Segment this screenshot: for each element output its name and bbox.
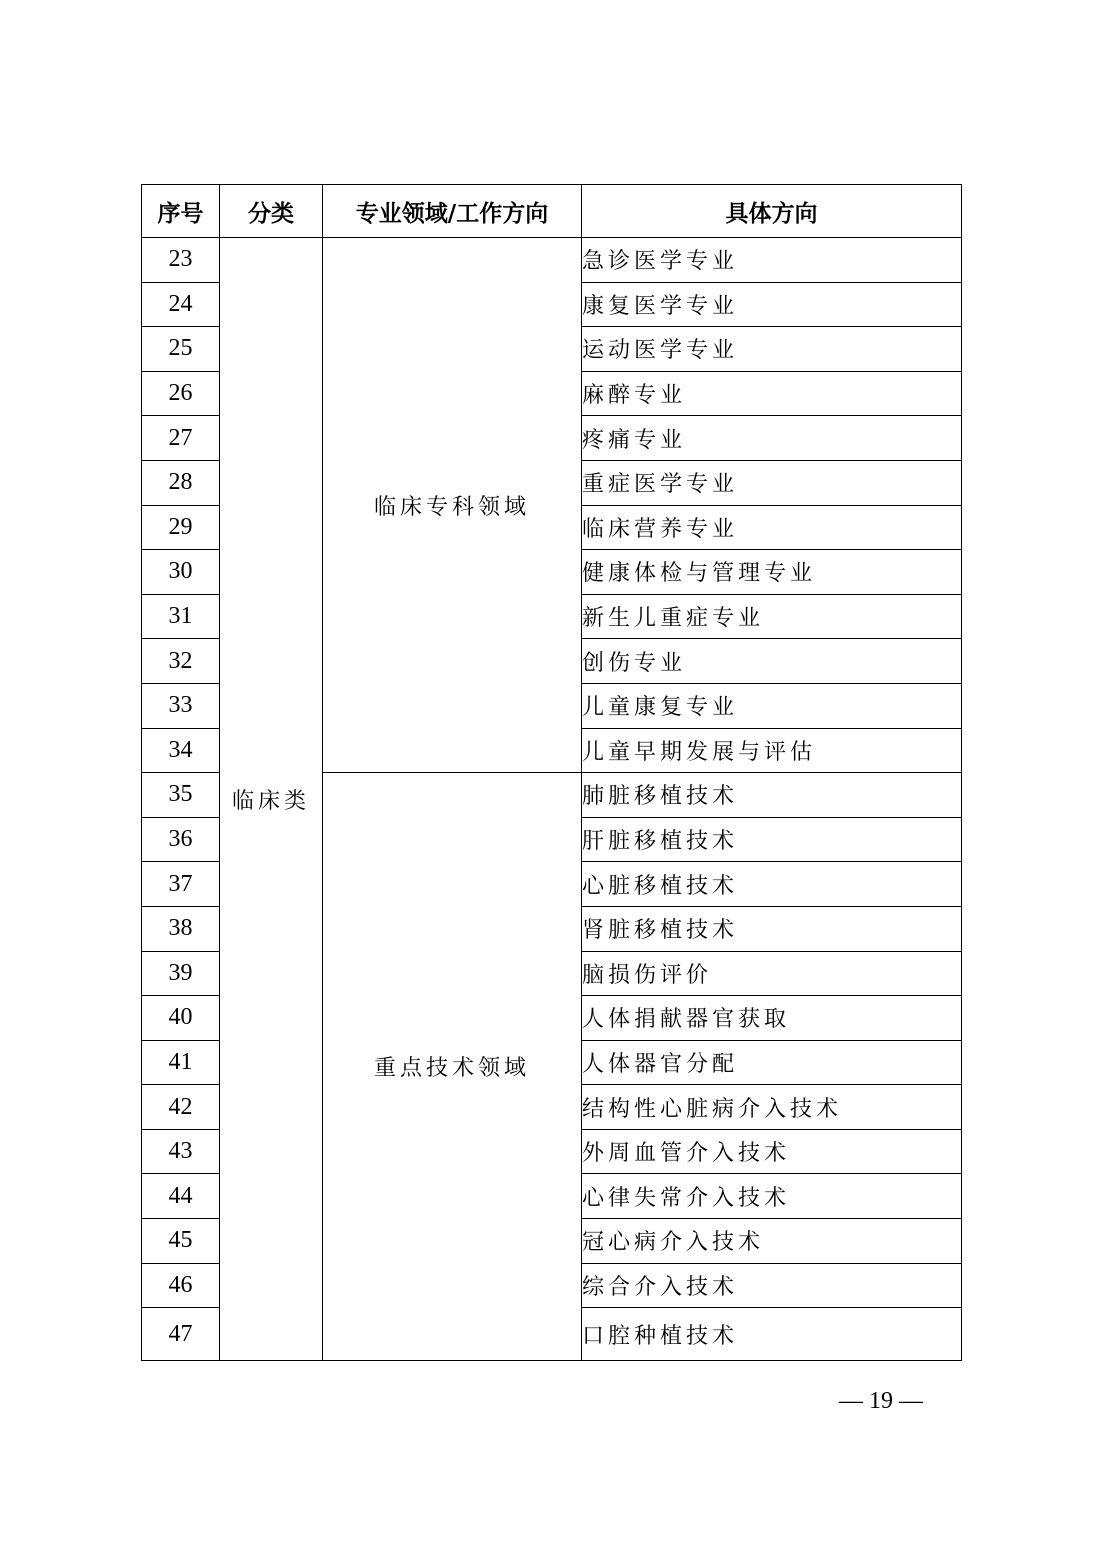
row-seq: 31: [142, 594, 220, 639]
header-direction: 具体方向: [582, 185, 962, 238]
header-category: 分类: [220, 185, 323, 238]
header-seq: 序号: [142, 185, 220, 238]
row-direction: 创伤专业: [582, 639, 962, 684]
row-direction: 人体器官分配: [582, 1040, 962, 1085]
row-seq: 27: [142, 416, 220, 461]
row-direction: 冠心病介入技术: [582, 1219, 962, 1264]
row-seq: 35: [142, 773, 220, 818]
row-direction: 人体捐献器官获取: [582, 996, 962, 1041]
row-direction: 运动医学专业: [582, 327, 962, 372]
row-seq: 23: [142, 238, 220, 283]
row-seq: 25: [142, 327, 220, 372]
row-direction: 肺脏移植技术: [582, 773, 962, 818]
field-cell: 临床专科领域: [323, 238, 582, 773]
row-seq: 26: [142, 371, 220, 416]
row-seq: 45: [142, 1219, 220, 1264]
row-direction: 肝脏移植技术: [582, 817, 962, 862]
table-row: [142, 238, 962, 283]
row-direction: 麻醉专业: [582, 371, 962, 416]
row-direction: 儿童康复专业: [582, 683, 962, 728]
header-field: 专业领域/工作方向: [323, 185, 582, 238]
row-direction: 心律失常介入技术: [582, 1174, 962, 1219]
row-direction: 综合介入技术: [582, 1263, 962, 1308]
row-direction: 口腔种植技术: [582, 1308, 962, 1361]
row-seq: 34: [142, 728, 220, 773]
field-cell: 重点技术领域: [323, 773, 582, 1361]
row-direction: 康复医学专业: [582, 282, 962, 327]
page-number: — 19 —: [839, 1388, 923, 1414]
row-direction: 健康体检与管理专业: [582, 550, 962, 595]
row-direction: 疼痛专业: [582, 416, 962, 461]
table-body: [142, 238, 962, 1361]
row-direction: 外周血管介入技术: [582, 1129, 962, 1174]
row-seq: 33: [142, 683, 220, 728]
row-seq: 29: [142, 505, 220, 550]
row-direction: 重症医学专业: [582, 460, 962, 505]
row-seq: 32: [142, 639, 220, 684]
row-seq: 42: [142, 1085, 220, 1130]
table-header-row: [142, 185, 962, 238]
row-direction: 新生儿重症专业: [582, 594, 962, 639]
row-seq: 28: [142, 460, 220, 505]
row-seq: 40: [142, 996, 220, 1041]
row-seq: 37: [142, 862, 220, 907]
row-seq: 47: [142, 1308, 220, 1361]
row-seq: 39: [142, 951, 220, 996]
row-direction: 临床营养专业: [582, 505, 962, 550]
row-direction: 脑损伤评价: [582, 951, 962, 996]
row-direction: 儿童早期发展与评估: [582, 728, 962, 773]
row-seq: 38: [142, 906, 220, 951]
row-seq: 24: [142, 282, 220, 327]
row-seq: 41: [142, 1040, 220, 1085]
row-direction: 肾脏移植技术: [582, 906, 962, 951]
row-seq: 44: [142, 1174, 220, 1219]
row-direction: 急诊医学专业: [582, 238, 962, 283]
row-seq: 46: [142, 1263, 220, 1308]
category-cell: 临床类: [220, 238, 323, 1361]
row-direction: 结构性心脏病介入技术: [582, 1085, 962, 1130]
row-seq: 36: [142, 817, 220, 862]
row-seq: 43: [142, 1129, 220, 1174]
row-seq: 30: [142, 550, 220, 595]
row-direction: 心脏移植技术: [582, 862, 962, 907]
specialty-table: [141, 184, 962, 1361]
